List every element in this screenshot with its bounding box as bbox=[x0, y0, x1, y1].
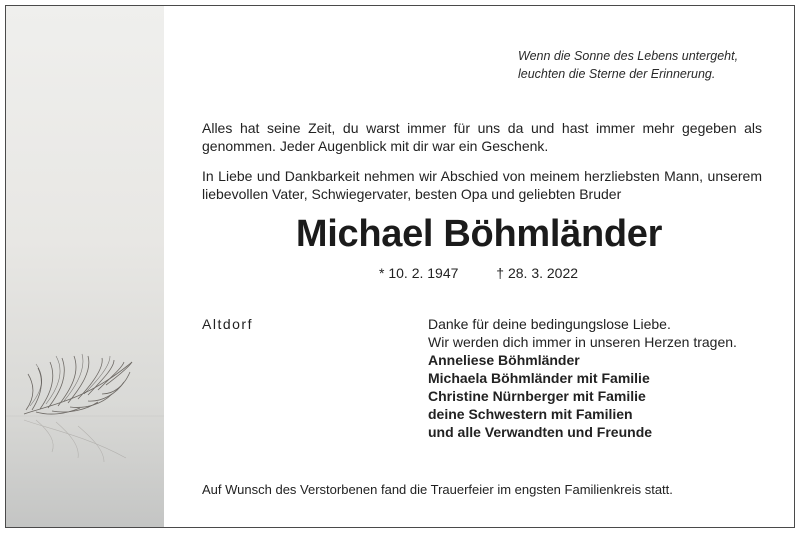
obituary-notice bbox=[5, 5, 795, 528]
quote-line: leuchten die Sterne der Erinnerung. bbox=[518, 67, 716, 81]
funeral-note: Auf Wunsch des Verstorbenen fand die Trauerfeier im engsten Familienkreis statt. bbox=[202, 482, 673, 497]
quote-line: Wenn die Sonne des Lebens untergeht, bbox=[518, 49, 739, 63]
place-name: Altdorf bbox=[202, 316, 253, 332]
death-date: † 28. 3. 2022 bbox=[496, 265, 579, 281]
life-dates bbox=[379, 265, 578, 281]
mourner-name: Christine Nürnberger mit Familie bbox=[428, 388, 646, 404]
thanks-line: Danke für deine bedingungslose Liebe. bbox=[428, 316, 671, 332]
feather-icon bbox=[6, 6, 164, 527]
intro-paragraph: Alles hat seine Zeit, du warst immer für uns da und hast immer mehr gegeben als genommen. Jeder Augenblick mit dir war ein Geschenk. bbox=[202, 120, 762, 154]
mourner-name: Anneliese Böhmländer bbox=[428, 352, 580, 368]
mourners-block bbox=[428, 315, 778, 441]
deceased-name: Michael Böhmländer bbox=[295, 213, 663, 255]
memorial-quote bbox=[518, 47, 778, 83]
mourner-name: deine Schwestern mit Familien bbox=[428, 406, 633, 422]
thanks-line: Wir werden dich immer in unseren Herzen tragen. bbox=[428, 334, 737, 350]
mourner-name: und alle Verwandten und Freunde bbox=[428, 424, 653, 440]
feather-image-panel bbox=[6, 6, 164, 527]
mourner-name: Michaela Böhmländer mit Familie bbox=[428, 370, 650, 386]
farewell-paragraph: In Liebe und Dankbarkeit nehmen wir Abschied von meinem herzliebsten Mann, unserem liebevollen Vater, Schwiegervater, besten Opa und geliebten Bruder bbox=[202, 168, 762, 202]
birth-date: * 10. 2. 1947 bbox=[379, 265, 459, 281]
